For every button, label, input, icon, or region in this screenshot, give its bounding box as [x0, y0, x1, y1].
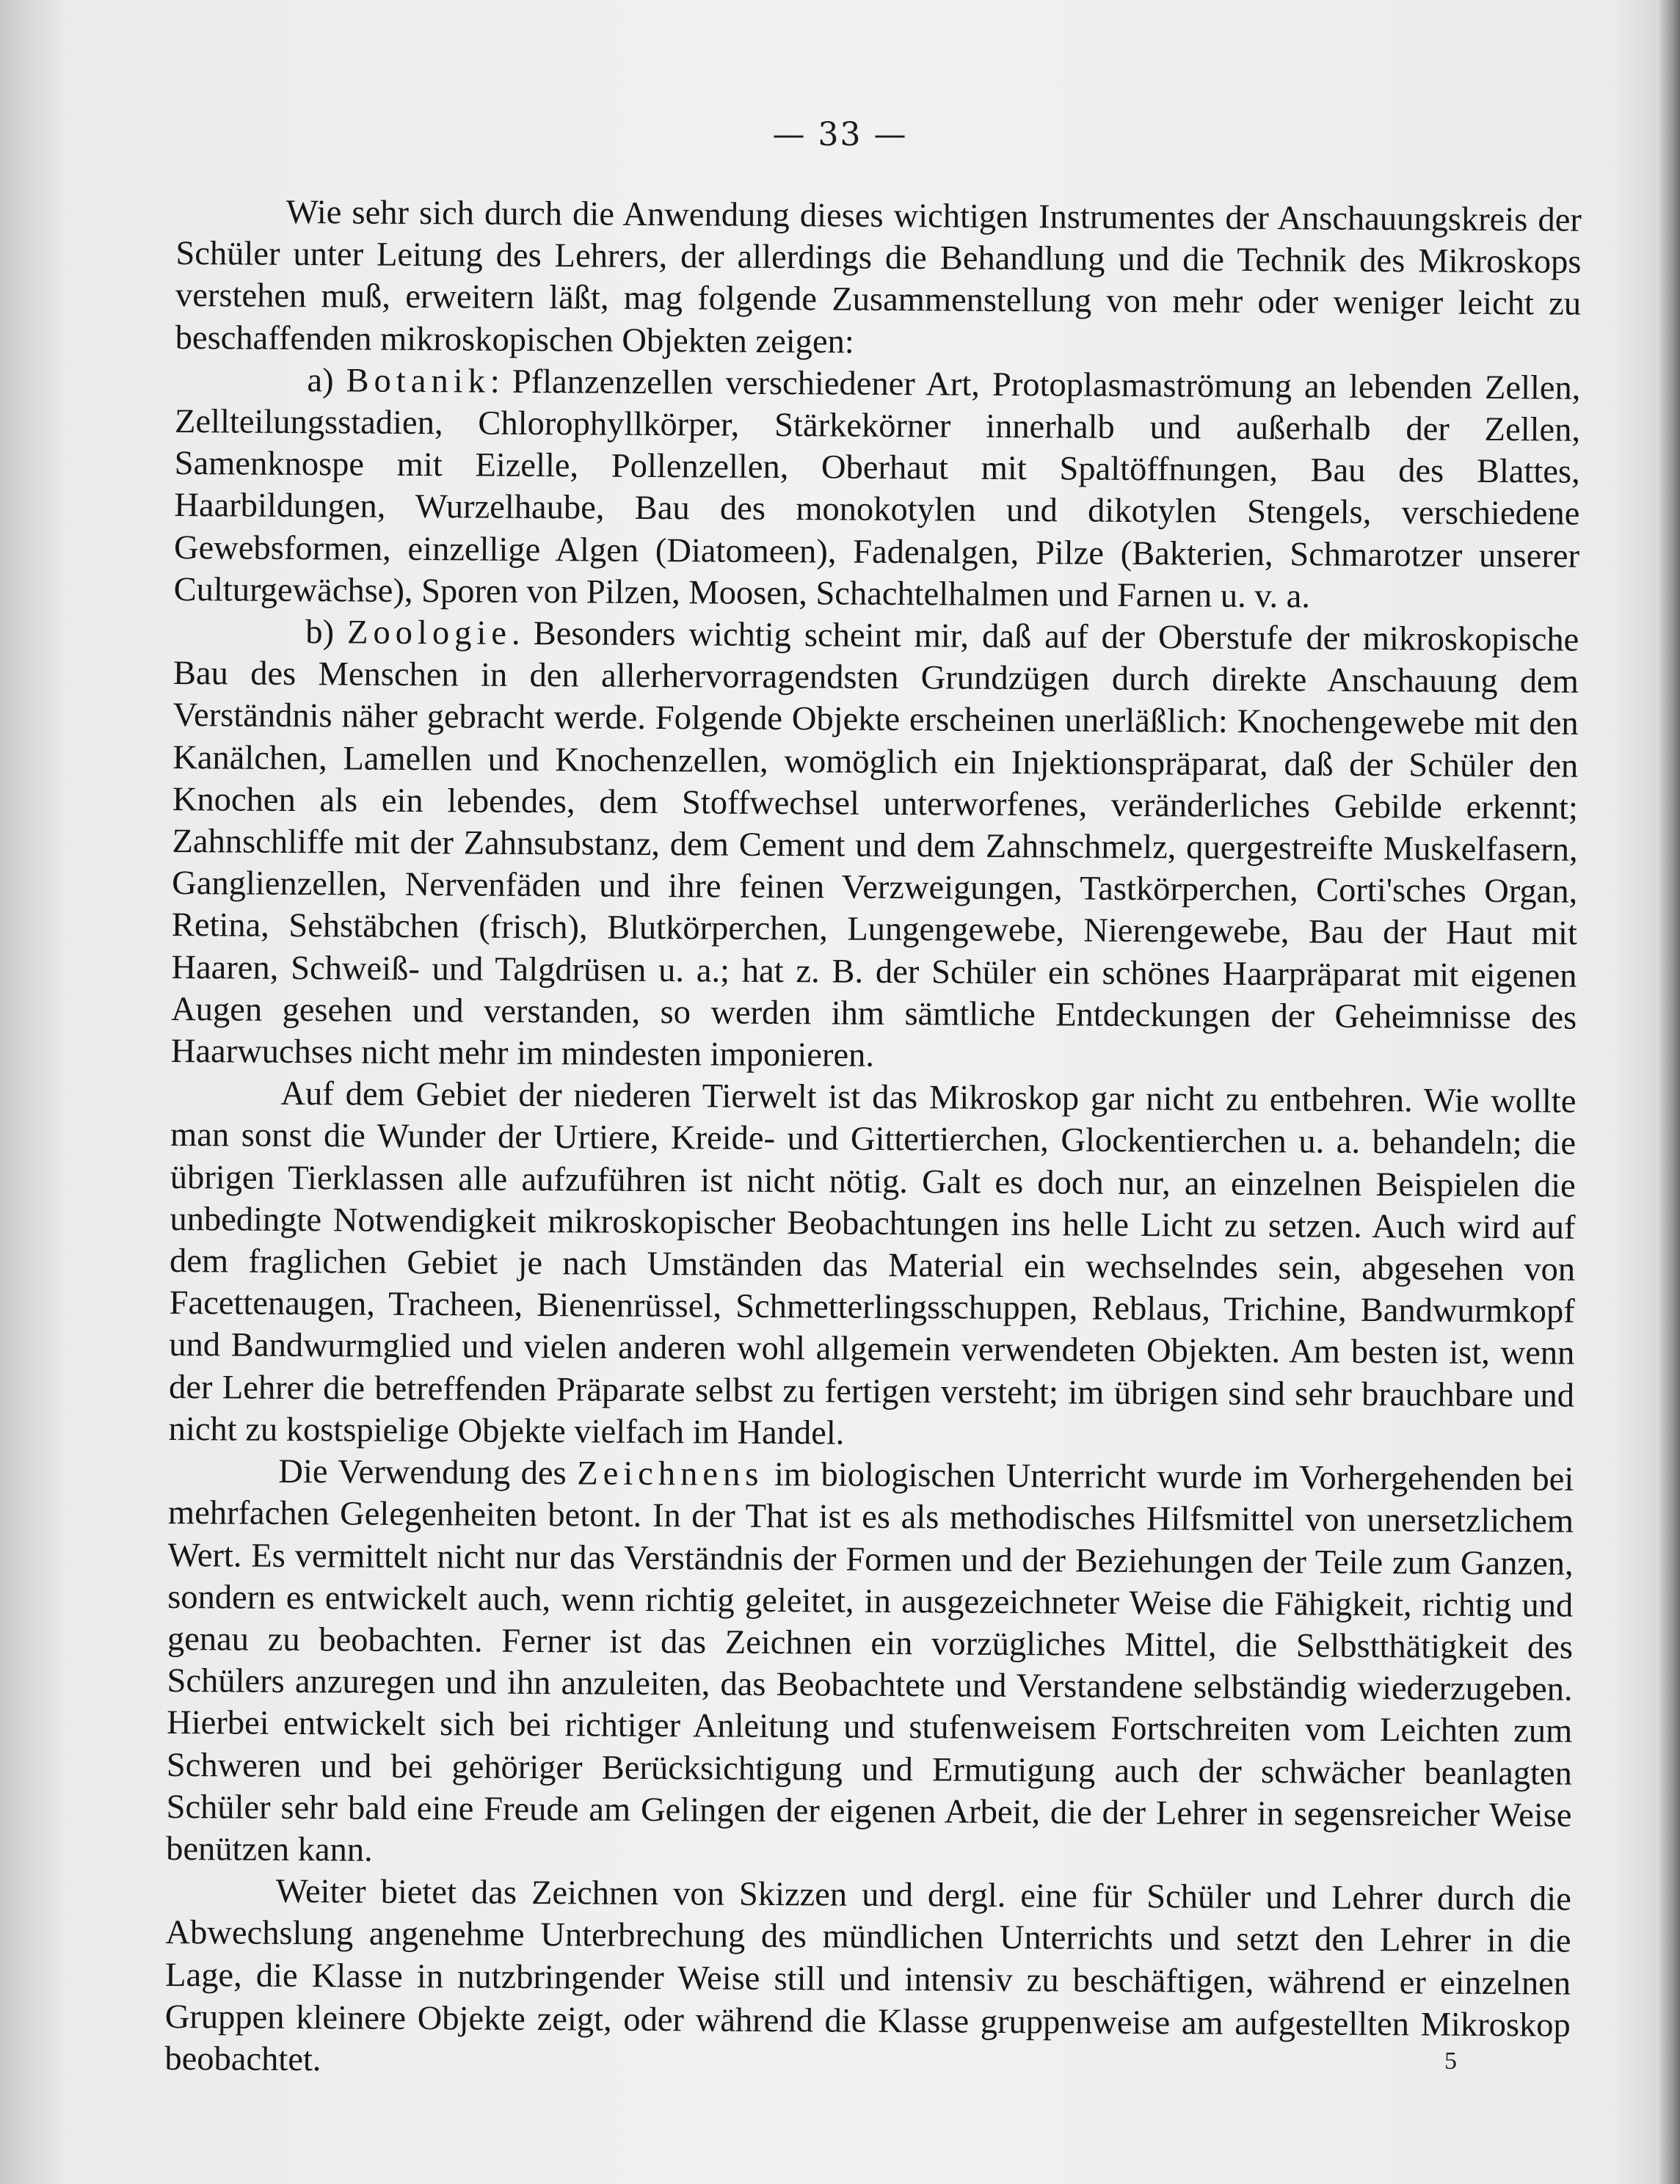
paragraph-zoologie: [171, 611, 1579, 1081]
text-run: b): [305, 614, 348, 652]
emphasis-spaced-word: Zoologie: [346, 614, 512, 652]
signature-mark: 5: [1444, 2048, 1457, 2075]
text-run: : Pflanzenzellen verschiedener Art, Protoplasmaströmung an lebenden Zellen, Zellteilungsstadien, Chlorophyllkörper, Stärkekörner innerhalb und außerhalb der Zellen, Samenknospe mit Eizelle, Pollenzellen, Oberhaut mit Spaltöffnungen, Bau des Blattes, Haarbildungen, Wurzelhaube, Bau des monokotylen und dikotylen Stengels, verschiedene Gewebsformen, einzellige Algen (Diatomeen), Fadenalgen, Pilze (Bakterien, Schmarotzer unserer Culturgewächse), Sporen von Pilzen, Moosen, Schachtelhalmen und Farnen u. v. a.: [173, 363, 1581, 616]
emphasis-spaced-word: Botanik: [346, 362, 491, 401]
page-edge-shadow: [1659, 0, 1680, 2184]
page-number: — 33 —: [772, 116, 908, 153]
text-run: Die Verwendung des: [278, 1452, 578, 1493]
text-run: Weiter bietet das Zeichnen von Skizzen und dergl. eine für Schüler und Lehrer durch die Abwechslung angenehme Unterbrechung des mündlichen Unterrichts und setzt den Lehrer in die Lage, die Klasse in nutzbringender Weise still und intensiv zu beschäftigen, während er einzelnen Gruppen kleinere Objekte zeigt, oder während die Klasse gruppenweise am aufgestellten Mikroskop beobachtet.: [164, 1872, 1571, 2079]
paragraph: [164, 1870, 1571, 2089]
text-run: Auf dem Gebiet der niederen Tierwelt ist das Mikroskop gar nicht zu entbehren. Wie wollte man sonst die Wunder der Urtiere, Kreide- und Gittertierchen, Glockentierchen u. a. behandeln; die übrigen Tierklassen alle aufzuführen ist nicht nötig. Galt es doch nur, an einzelnen Beispielen die unbedingte Notwendigkeit mikroskopischer Beobachtungen ins helle Licht zu setzen. Auch wird auf dem fraglichen Gebiet je nach Umständen das Material ein wechselndes sein, abgesehen von Facettenaugen, Tracheen, Bienenrüssel, Schmetterlingsschuppen, Reblaus, Trichine, Bandwurmkopf und Bandwurmglied und vielen anderen wohl allgemein verwendeten Objekten. Am besten ist, wenn der Lehrer die betreffenden Präparate selbst zu fertigen versteht; im übrigen sind sehr brauchbare und nicht zu kostspielige Objekte vielfach im Handel.: [168, 1075, 1577, 1452]
body-text: [164, 191, 1582, 2089]
paragraph: [169, 1072, 1577, 1459]
text-run: . Besonders wichtig scheint mir, daß auf der Oberstufe der mikroskopische Bau des Menschen in den allerhervorragendsten Grundzügen durch direkte Anschauung dem Verständnis näher gebracht werde. Folgende Objekte erscheinen unerläßlich: Knochengewebe mit den Kanälchen, Lamellen und Knochenzellen, womöglich ein Injektionspräparat, daß der Schüler den Knochen als ein lebendes, dem Stoffwechsel unterworfenes, veränderliches Gebilde erkennt; Zahnschliffe mit der Zahnsubstanz, dem Cement und dem Zahnschmelz, quergestreifte Muskelfasern, Ganglienzellen, Nervenfäden und ihre feinen Verzweigungen, Tastkörperchen, Corti'sches Organ, Retina, Sehstäbchen (frisch), Blutkörperchen, Lungengewebe, Nierengewebe, Bau der Haut mit Haaren, Schweiß- und Talgdrüsen u. a.; hat z. B. der Schüler ein schönes Haarpräparat mit eigenen Augen gesehen und verstanden, so werden ihm sämtliche Entdeckungen der Geheimnisse des Haarwuchses nicht mehr im mindesten imponieren.: [170, 614, 1579, 1074]
paragraph: [175, 191, 1582, 368]
paragraph-zeichnens: [166, 1450, 1574, 1879]
text-run: im biologischen Unterricht wurde im Vorhergehenden bei mehrfachen Gelegenheiten betont. In der That ist es als methodisches Hilfsmittel von unersetzlichem Wert. Es vermittelt nicht nur das Verständnis der Formen und der Beziehungen der Teile zum Ganzen, sondern es entwickelt auch, wenn richtig geleitet, in ausgezeichneter Weise die Fähigkeit, richtig und genau zu beobachten. Ferner ist das Zeichnen ein vorzügliches Mittel, die Selbstthätigkeit des Schülers anzuregen und ihn anzuleiten, das Beobachtete und Verstandene selbständig wiederzugeben. Hierbei entwickelt sich bei richtiger Anleitung und stufenweisem Fortschreiten vom Leichten zum Schweren und bei gehöriger Berücksichtigung und Ermutigung auch der schwächer beanlagten Schüler sehr bald eine Freude am Gelingen der eigenen Arbeit, die der Lehrer in segensreicher Weise benützen kann.: [166, 1456, 1574, 1869]
text-run: Wie sehr sich durch die Anwendung dieses wichtigen Instrumentes der Anschauungskreis der Schüler unter Leitung des Lehrers, der allerdings die Behandlung und die Technik des Mikroskops verstehen muß, erweitern läßt, mag folgende Zusammenstellung von mehr oder weniger leicht zu beschaffenden mikroskopischen Objekten zeigen:: [175, 193, 1582, 361]
emphasis-spaced-word: Zeichnens: [577, 1455, 764, 1494]
text-run: a): [307, 361, 346, 400]
paragraph-botanik: [174, 359, 1581, 619]
